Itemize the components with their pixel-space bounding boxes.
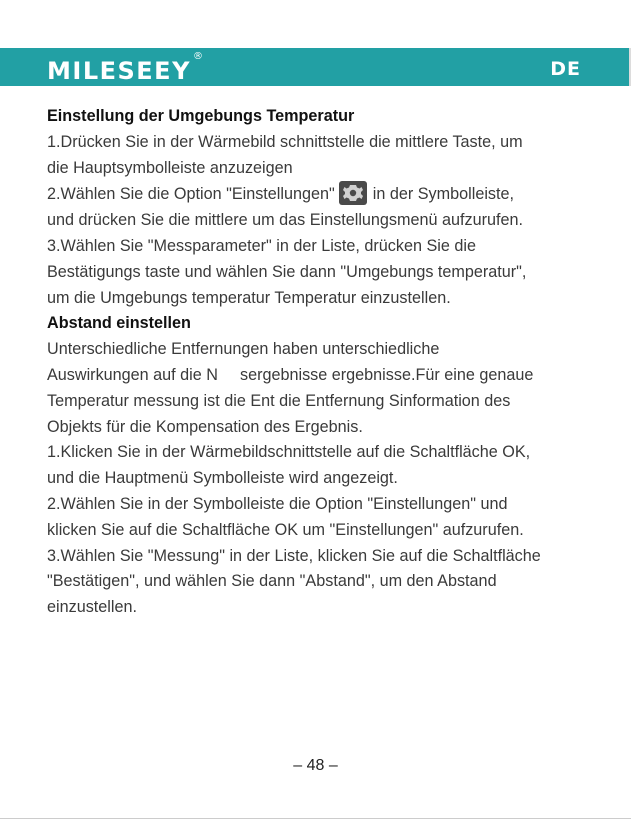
text-line: und die Hauptmenü Symbolleiste wird angezeigt. [47, 469, 398, 488]
page-number: – 48 – [293, 757, 338, 774]
text-line: 3.Wählen Sie "Messung" in der Liste, klicken Sie auf die Schaltfläche [47, 546, 541, 565]
section-heading-temperature: Einstellung der Umgebungs Temperatur [47, 107, 355, 125]
brand-name: MILESEEY [47, 57, 191, 85]
settings-gear-icon [339, 181, 367, 205]
text-line: einzustellen. [47, 598, 137, 617]
text-line: die Hauptsymbolleiste anzuzeigen [47, 158, 293, 177]
text-line: 2.Wählen Sie in der Symbolleiste die Option "Einstellungen" und [47, 494, 508, 513]
bottom-divider [0, 818, 631, 819]
text-line: 1.Drücken Sie in der Wärmebild schnittstelle die mittlere Taste, um [47, 132, 523, 151]
text-line: um die Umgebungs temperatur Temperatur einzustellen. [47, 288, 451, 307]
text-line [47, 363, 607, 389]
text-fragment: sergebnisse ergebnisse.Für eine genaue [239, 365, 534, 384]
text-line: Objekts für die Kompensation des Ergebnis. [47, 417, 363, 436]
text-line: Temperatur messung ist die Ent die Entfernung Sinformation des [47, 391, 511, 410]
manual-content [47, 104, 607, 621]
text-line: 1.Klicken Sie in der Wärmebildschnittstelle auf die Schaltfläche OK, [47, 443, 531, 462]
header-band [0, 48, 631, 86]
text-fragment: Auswirkungen auf die N [47, 365, 218, 384]
language-code: DE [550, 58, 581, 80]
registered-mark: ® [192, 51, 203, 62]
text-line: 3.Wählen Sie "Messparameter" in der Liste, drücken Sie die [47, 236, 476, 255]
brand-logo [47, 51, 203, 85]
text-line-with-icon [47, 181, 607, 208]
text-line: "Bestätigen", und wählen Sie dann "Abstand", um den Abstand [47, 572, 497, 591]
text-line: und drücken Sie die mittlere um das Einstellungsmenü aufzurufen. [47, 211, 523, 230]
text-fragment: in der Symbolleiste, [372, 185, 515, 204]
text-fragment: 2.Wählen Sie die Option "Einstellungen" [47, 185, 335, 204]
section-heading-distance: Abstand einstellen [47, 314, 191, 333]
text-line: klicken Sie auf die Schaltfläche OK um "Einstellungen" aufzurufen. [47, 520, 524, 539]
text-line: Unterschiedliche Entfernungen haben unterschiedliche [47, 340, 440, 359]
text-line: Bestätigungs taste und wählen Sie dann "Umgebungs temperatur", [47, 262, 527, 281]
